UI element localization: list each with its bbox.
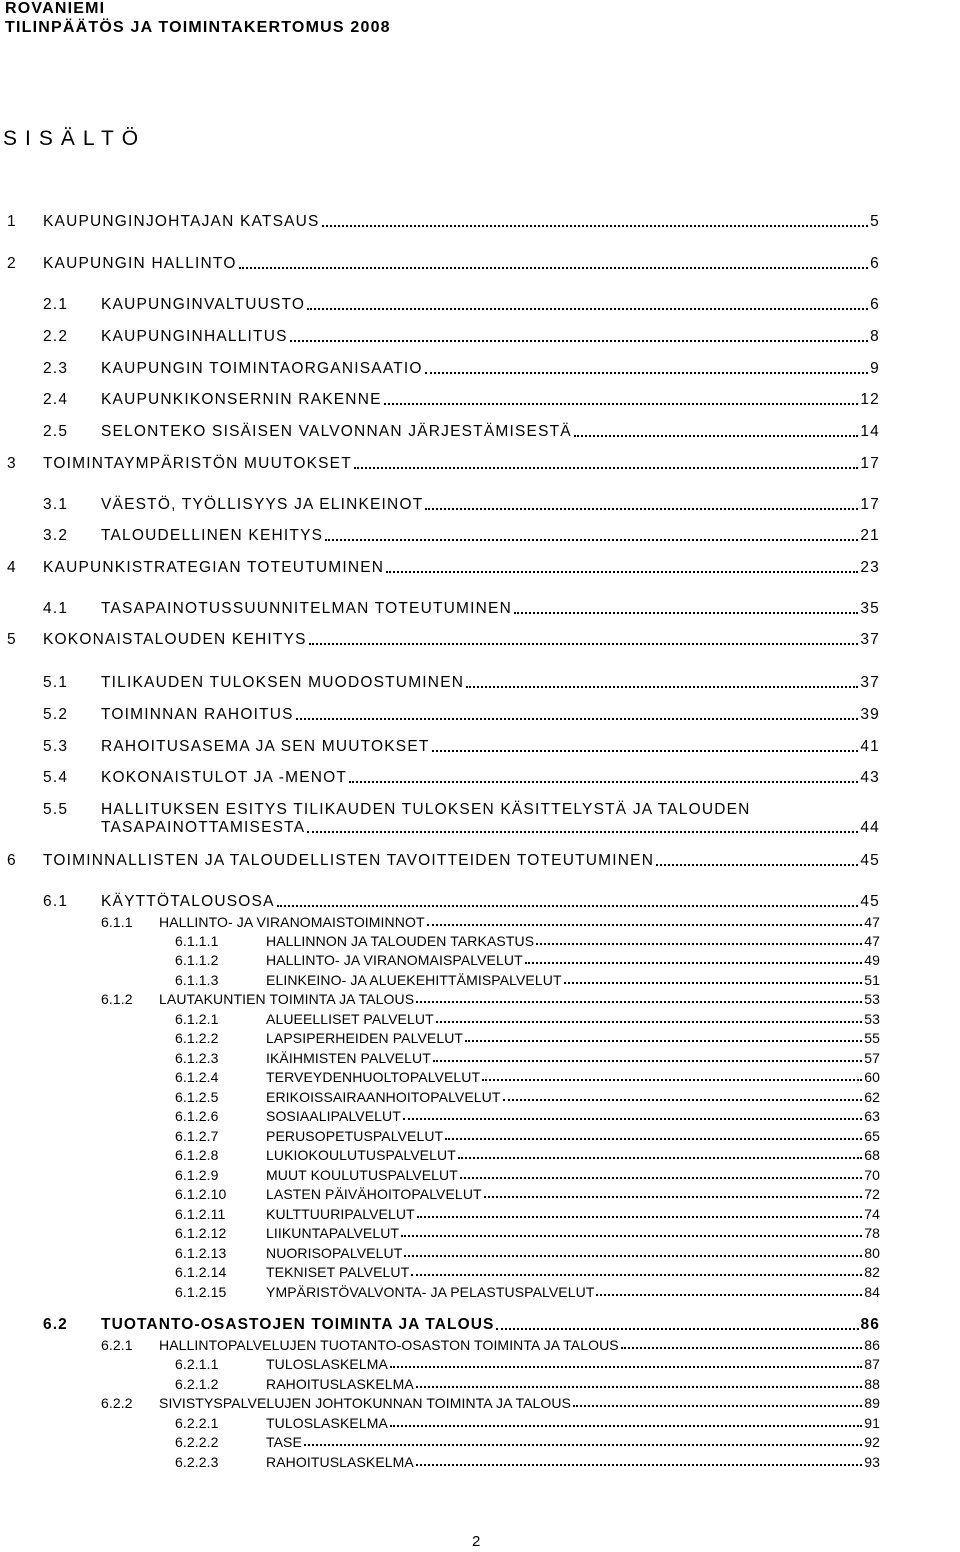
toc-entry-page: 55 [864,1030,880,1046]
toc-entry[interactable] [43,631,880,649]
toc-entry[interactable] [266,1069,880,1085]
dot-leader [401,1235,862,1237]
toc-entry-label: TOIMINNALLISTEN JA TALOUDELLISTEN TAVOITTEIDEN TOTEUTUMINEN [43,852,655,869]
toc-entry-label: TUOTANTO-OSASTOJEN TOIMINTA JA TALOUS [101,1316,495,1333]
dot-leader [573,1405,862,1407]
toc-entry-label: KAUPUNGINJOHTAJAN KATSAUS [43,213,320,230]
toc-entry-number: 6.1.2 [101,991,133,1007]
toc-entry-page: 68 [864,1147,880,1163]
toc-entry[interactable] [266,1030,880,1046]
dot-leader [484,1196,863,1198]
dot-leader [354,467,858,469]
toc-entry-label: KÄYTTÖTALOUSOSA [101,893,275,910]
toc-entry[interactable] [266,1128,880,1144]
toc-entry-label: LIIKUNTAPALVELUT [266,1225,400,1241]
toc-entry-label: TALOUDELLINEN KEHITYS [101,527,324,544]
dot-leader [432,750,859,752]
toc-entry-number: 5.1 [43,674,69,691]
toc-entry-number: 3.1 [43,496,69,513]
toc-entry-page: 62 [864,1089,880,1105]
toc-entry-label: TOIMINNAN RAHOITUS [101,706,294,723]
toc-entry-label: ALUEELLISET PALVELUT [266,1011,434,1027]
toc-entry[interactable] [266,1415,880,1431]
toc-entry[interactable] [101,1316,880,1334]
toc-entry-number: 6.1.1.1 [175,933,219,949]
dot-leader [427,924,863,926]
dot-leader [596,1294,862,1296]
toc-entry-label: RAHOITUSLASKELMA [266,1376,414,1392]
dot-leader [416,1386,862,1388]
toc-entry[interactable] [266,952,880,968]
toc-entry-number: 2.1 [43,296,69,313]
toc-entry[interactable] [266,933,880,949]
toc-entry-label: NUORISOPALVELUT [266,1245,403,1261]
toc-entry-page: 49 [864,952,880,968]
dot-leader [307,308,868,310]
toc-entry-page: 8 [870,328,880,345]
toc-entry-label: KAUPUNGINVALTUUSTO [101,296,306,313]
dot-leader [564,982,863,984]
toc-entry-label: KULTTUURIPALVELUT [266,1206,415,1222]
toc-entry-label: KOKONAISTULOT JA -MENOT [101,769,348,786]
toc-entry-label: LAUTAKUNTIEN TOIMINTA JA TALOUS [159,991,415,1007]
toc-entry[interactable] [266,972,880,988]
toc-entry-page: 72 [864,1186,880,1202]
toc-entry[interactable] [101,600,880,618]
toc-entry-page: 17 [860,496,880,513]
dot-leader [304,1444,862,1446]
toc-entry-label: RAHOITUSASEMA JA SEN MUUTOKSET [101,738,430,755]
toc-entry-page: 17 [860,455,880,472]
dot-leader [325,539,858,541]
toc-entry[interactable] [266,1225,880,1241]
toc-entry-page: 51 [864,972,880,988]
toc-entry-page: 12 [860,391,880,408]
dot-leader [425,508,858,510]
toc-entry-page: 47 [864,933,880,949]
toc-entry-number: 6.1.2.12 [175,1225,227,1241]
toc-entry[interactable] [159,1337,880,1353]
dot-leader [466,686,858,688]
dot-leader [621,1347,862,1349]
toc-entry[interactable] [101,819,880,837]
toc-entry[interactable] [43,852,880,870]
toc-entry-number: 2.4 [43,391,69,408]
dot-leader [425,372,869,374]
toc-entry-label: KAUPUNGINHALLITUS [101,328,288,345]
dot-leader [482,1079,862,1081]
toc-entry[interactable] [266,1011,880,1027]
toc-entry[interactable] [159,914,880,930]
toc-entry-number: 6.2.2 [101,1395,133,1411]
toc-entry-label: SOSIAALIPALVELUT [266,1108,401,1124]
toc-entry-page: 45 [860,852,880,869]
toc-entry-number: 2 [7,255,17,272]
dot-leader [445,1138,862,1140]
dot-leader [503,1099,863,1101]
dot-leader [416,1464,862,1466]
toc-entry[interactable] [266,1264,880,1280]
toc-entry[interactable] [266,1186,880,1202]
toc-entry-page: 87 [864,1356,880,1372]
toc-entry[interactable] [101,674,880,692]
toc-entry[interactable] [266,1167,880,1183]
toc-entry-label: LASTEN PÄIVÄHOITOPALVELUT [266,1186,482,1202]
page-title: SISÄLTÖ [3,127,147,150]
toc-entry-label: TASAPAINOTTAMISESTA [101,819,306,836]
toc-entry-page: 78 [864,1225,880,1241]
toc-entry[interactable] [101,423,880,441]
toc-entry-label: SELONTEKO SISÄISEN VALVONNAN JÄRJESTÄMISESTÄ [101,423,572,440]
toc-entry-label: TERVEYDENHUOLTOPALVELUT [266,1069,481,1085]
toc-entry-number: 6 [7,852,17,869]
toc-entry[interactable] [266,1284,880,1300]
toc-entry-number: 5.3 [43,738,69,755]
toc-entry-label: HALLINTO- JA VIRANOMAISPALVELUT [266,952,523,968]
dot-leader [390,1366,862,1368]
toc-entry-page: 86 [864,1337,880,1353]
dot-leader [465,1040,862,1042]
toc-entry-page: 93 [864,1454,880,1470]
toc-entry-label: TULOSLASKELMA [266,1356,388,1372]
toc-entry[interactable] [159,991,880,1007]
toc-entry-page: 80 [864,1245,880,1261]
toc-entry-label: TILIKAUDEN TULOKSEN MUODOSTUMINEN [101,674,465,691]
dot-leader [239,267,869,269]
toc-entry-number: 6.2.2.3 [175,1454,219,1470]
toc-entry-number: 1 [7,213,17,230]
toc-entry-number: 6.1.2.6 [175,1108,219,1124]
toc-entry-number: 6.1.2.14 [175,1264,227,1280]
header-organization: ROVANIEMI [5,0,106,17]
toc-entry[interactable] [266,1245,880,1261]
toc-entry-page: 21 [860,527,880,544]
dot-leader [404,1255,862,1257]
toc-entry-number: 6.1.2.4 [175,1069,219,1085]
toc-entry-page: 88 [864,1376,880,1392]
dot-leader [416,1001,862,1003]
toc-entry-label: HALLINTOPALVELUJEN TUOTANTO-OSASTON TOIMINTA JA TALOUS [159,1337,619,1353]
toc-entry[interactable] [101,893,880,911]
toc-entry-number: 6.1.2.11 [175,1206,226,1222]
toc-entry-page: 65 [864,1128,880,1144]
toc-entry[interactable] [266,1206,880,1222]
toc-entry-page: 74 [864,1206,880,1222]
toc-entry-label: KOKONAISTALOUDEN KEHITYS [43,631,307,648]
toc-entry-label: ELINKEINO- JA ALUEKEHITTÄMISPALVELUT [266,972,562,988]
toc-entry-page: 92 [864,1434,880,1450]
toc-entry-page: 39 [860,706,880,723]
toc-entry[interactable] [101,706,880,724]
toc-entry-page: 57 [864,1050,880,1066]
dot-leader [307,831,858,833]
toc-entry-page: 35 [860,600,880,617]
header-document-title: TILINPÄÄTÖS JA TOIMINTAKERTOMUS 2008 [5,19,391,36]
toc-entry-label: MUUT KOULUTUSPALVELUT [266,1167,458,1183]
dot-leader [433,1060,862,1062]
toc-entry-page: 37 [860,631,880,648]
toc-entry-label: SIVISTYSPALVELUJEN JOHTOKUNNAN TOIMINTA JA TALOUS [159,1395,572,1411]
toc-entry-number: 3.2 [43,527,69,544]
toc-entry[interactable] [266,1356,880,1372]
toc-entry-label: RAHOITUSLASKELMA [266,1454,414,1470]
toc-entry-page: 45 [860,893,880,910]
dot-leader [290,340,869,342]
toc-entry[interactable] [43,213,880,231]
toc-entry[interactable] [43,255,880,273]
toc-entry-number: 6.1.2.2 [175,1030,219,1046]
toc-entry-number: 2.2 [43,328,69,345]
toc-entry-label: PERUSOPETUSPALVELUT [266,1128,444,1144]
toc-entry-number: 6.1.2.13 [175,1245,227,1261]
toc-entry-label: KAUPUNGIN HALLINTO [43,255,237,272]
toc-entry-label: VÄESTÖ, TYÖLLISYYS JA ELINKEINOT [101,496,424,513]
toc-entry[interactable] [266,1376,880,1392]
toc-entry-page: 6 [870,255,880,272]
dot-leader [411,1274,862,1276]
toc-entry-number: 5.2 [43,706,69,723]
toc-entry-label: LAPSIPERHEIDEN PALVELUT [266,1030,464,1046]
toc-entry-number: 6.1.1 [101,914,133,930]
dot-leader [384,403,859,405]
dot-leader [417,1216,862,1218]
toc-entry[interactable] [266,1454,880,1470]
dot-leader [390,1425,862,1427]
toc-entry[interactable] [43,559,880,577]
dot-leader [536,943,862,945]
toc-entry-label: TASE [266,1434,302,1450]
dot-leader [458,1157,862,1159]
page-number: 2 [472,1533,481,1550]
toc-entry-page: 86 [860,1316,880,1333]
toc-entry-page: 5 [870,213,880,230]
toc-entry-number: 6.1.2.7 [175,1128,219,1144]
toc-entry-page: 82 [864,1264,880,1280]
toc-entry-label: KAUPUNKIKONSERNIN RAKENNE [101,391,382,408]
toc-entry-number: 6.2.2.2 [175,1434,219,1450]
toc-entry-page: 44 [860,819,880,836]
toc-entry-page: 89 [864,1395,880,1411]
toc-entry-label: ERIKOISSAIRAANHOITOPALVELUT [266,1089,501,1105]
toc-entry-label: TEKNISET PALVELUT [266,1264,410,1280]
toc-entry-page: 14 [860,423,880,440]
toc-entry[interactable] [101,527,880,545]
toc-entry[interactable] [101,391,880,409]
dot-leader [277,905,859,907]
toc-entry-label: TOIMINTAYMPÄRISTÖN MUUTOKSET [43,455,352,472]
toc-entry-page: 53 [864,1011,880,1027]
dot-leader [349,781,858,783]
toc-entry[interactable] [266,1050,880,1066]
toc-entry-label: HALLINNON JA TALOUDEN TARKASTUS [266,933,535,949]
toc-entry-label: TASAPAINOTUSSUUNNITELMAN TOTEUTUMINEN [101,600,512,617]
toc-entry-number: 6.1.2.15 [175,1284,227,1300]
toc-entry[interactable] [266,1108,880,1124]
toc-entry[interactable] [266,1147,880,1163]
toc-entry-label: HALLITUKSEN ESITYS TILIKAUDEN TULOKSEN KÄSITTELYSTÄ JA TALOUDEN [101,801,751,818]
toc-entry-page: 84 [864,1284,880,1300]
toc-entry-label: HALLINTO- JA VIRANOMAISTOIMINNOT [159,914,425,930]
toc-entry-number: 6.2.1 [101,1337,133,1353]
toc-entry[interactable] [101,769,880,787]
toc-entry-number: 6.1.2.1 [175,1011,219,1027]
toc-entry-page: 47 [864,914,880,930]
toc-entry-page: 60 [864,1069,880,1085]
toc-entry-page: 63 [864,1108,880,1124]
dot-leader [322,225,869,227]
toc-entry-number: 6.1.2.5 [175,1089,219,1105]
toc-entry-label: KAUPUNGIN TOIMINTAORGANISAATIO [101,360,423,377]
toc-entry-number: 3 [7,455,17,472]
toc-entry-page: 53 [864,991,880,1007]
toc-entry-page: 23 [860,559,880,576]
toc-entry-page: 37 [860,674,880,691]
toc-entry-label: TULOSLASKELMA [266,1415,388,1431]
toc-entry-page: 43 [860,769,880,786]
dot-leader [656,864,858,866]
toc-entry[interactable] [101,496,880,514]
toc-entry[interactable] [101,360,880,378]
dot-leader [386,571,858,573]
toc-entry-page: 70 [864,1167,880,1183]
toc-entry-number: 6.2.1.1 [175,1356,219,1372]
toc-entry[interactable] [101,328,880,346]
dot-leader [309,643,859,645]
toc-entry[interactable] [101,738,880,756]
dot-leader [525,962,862,964]
toc-entry-number: 6.1.2.3 [175,1050,219,1066]
toc-entry-number: 6.1.1.2 [175,952,219,968]
toc-entry-number: 2.5 [43,423,69,440]
toc-entry-number: 6.1.1.3 [175,972,219,988]
toc-entry[interactable] [266,1434,880,1450]
toc-entry-page: 91 [864,1415,880,1431]
toc-entry[interactable] [101,296,880,314]
toc-entry-number: 5 [7,631,17,648]
toc-entry-number: 6.1.2.8 [175,1147,219,1163]
toc-entry-number: 4 [7,559,17,576]
toc-entry-label: IKÄIHMISTEN PALVELUT [266,1050,431,1066]
dot-leader [496,1328,858,1330]
dot-leader [460,1177,862,1179]
toc-entry-number: 5.5 [43,801,69,818]
toc-entry-number: 6.2 [43,1316,68,1333]
toc-entry-label: YMPÄRISTÖVALVONTA- JA PELASTUSPALVELUT [266,1284,595,1300]
toc-entry-number: 6.1.2.10 [175,1186,227,1202]
toc-entry-number: 2.3 [43,360,69,377]
toc-entry-number: 6.2.2.1 [175,1415,219,1431]
toc-entry[interactable] [43,455,880,473]
dot-leader [436,1021,862,1023]
toc-entry[interactable] [266,1089,880,1105]
toc-entry-number: 6.2.1.2 [175,1376,219,1392]
dot-leader [514,612,858,614]
toc-entry-page: 41 [860,738,880,755]
dot-leader [403,1118,862,1120]
toc-entry[interactable] [159,1395,880,1411]
toc-entry-number: 4.1 [43,600,69,617]
dot-leader [574,435,859,437]
toc-entry-number: 6.1 [43,893,69,910]
dot-leader [296,718,859,720]
toc-entry-page: 6 [870,296,880,313]
toc-entry-page: 9 [870,360,880,377]
toc-entry-number: 6.1.2.9 [175,1167,219,1183]
toc-entry-label: LUKIOKOULUTUSPALVELUT [266,1147,456,1163]
toc-entry-number: 5.4 [43,769,69,786]
toc-entry-label: KAUPUNKISTRATEGIAN TOTEUTUMINEN [43,559,385,576]
